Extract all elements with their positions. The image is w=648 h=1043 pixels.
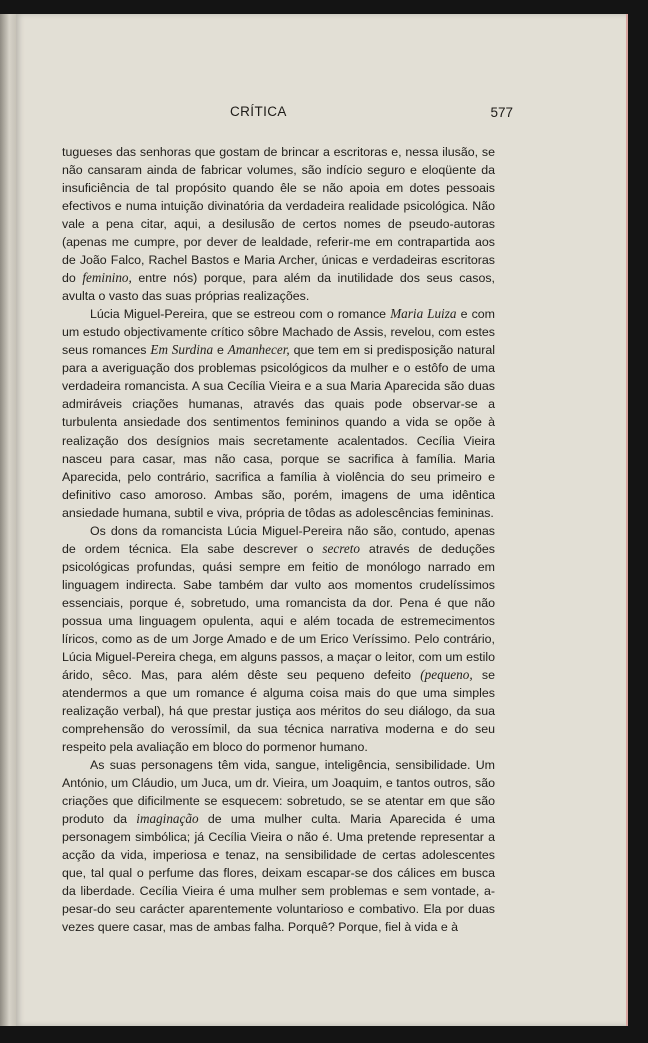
page-right-edge [626, 14, 628, 1026]
paragraph [62, 756, 495, 936]
page-number: 577 [490, 105, 513, 120]
text-run: através de deduções psicológicas profundas, quási sempre em feitio de monólogo narrado em linguagem indirecta. Sabe também dar vulto aos momentos crudelíssimos essenciais, porque é, sobretudo, uma romancista da dor. Pena é que não possua uma linguagem opulenta, aqui e além tocada de estremecimentos líricos, como as de um Jorge Amado e de um Erico Veríssimo. Pelo contrário, Lúcia Miguel-Pereira chega, em alguns passos, a maçar o leitor, com um estilo árido, sêco. Mas, para além dêste seu pequeno defeito [62, 541, 495, 682]
paragraph [62, 305, 495, 521]
text-run: que tem em si predisposição natural para a averiguação dos problemas psicológicos da mulher e o estôfo de uma verdadeira romancista. A sua Cecília Vieira e a sua Maria Aparecida são duas admiráveis criações humanas, através das quais pode observar-se a turbulenta ansiedade dos sentimentos femininos quando a vida se opõe à realização dos desígnios mais secretamente acalentados. Cecília Vieira nasceu para casar, mas não casa, porque se sacrifica à família. Maria Aparecida, pelo contrário, sacrifica a família à violência do seu primeiro e definitivo caso amoroso. Ambas são, porém, imagens de uma idêntica ansiedade humana, subtil e viva, própria de tôdas as adolescências femininas. [62, 343, 495, 520]
text-run: se atendermos a que um romance é alguma coisa mais do que uma simples realização verbal), há que prestar justiça aos méritos do seu diálogo, da sua comprehensão do verossímil, da sua técnica narrativa moderna e do seu respeito pela avaliação em bloco do pormenor humano. [62, 667, 496, 755]
italic-text-run: secreto [322, 540, 360, 556]
text-run: As suas personagens têm vida, sangue, inteligência, sensibilidade. Um António, um Cláudio, um Juca, um dr. Vieira, um Joaquim, e tantos outros, são criações que dificilmente se esquecem: sobretudo, se se atentar em que são produto da [62, 758, 495, 827]
text-run: entre nós) porque, para além da inutilidade dos seus casos, avulta o vasto das suas próprias realizações. [62, 271, 495, 304]
text-run: e [213, 343, 228, 358]
text-run: tugueses das senhoras que gostam de brincar a escritoras e, nessa ilusão, se não cansaram ainda de fabricar volumes, são indício seguro e eloqüente da insuficiência de tal propósito quando êle se não apoia em dotes pessoais efectivos e numa intuição divinatória da verdadeira realidade psicológica. Não vale a pena citar, aqui, a desilusão de certos nomes de pseudo-autoras (apenas me cumpre, por dever de lealdade, referir-me em contrapartida aos de João Falco, Rachel Bastos e Maria Archer, únicas e verdadeiras escritoras do [62, 145, 495, 286]
italic-text-run: Em Surdina [150, 342, 214, 358]
italic-text-run: Amanhecer, [227, 342, 290, 358]
text-run: de uma mulher culta. Maria Aparecida é uma personagem simbólica; já Cecília Vieira o não é. Uma pretende representar a acção da vida, imperiosa e tenaz, na sensibilidade de certas adolescentes que, tal qual o perfume das flores, deixam escapar-se dos cálices em busca da liberdade. Cecília Vieira é uma mulher sem problemas e sem vontade, a-pesar-do seu carácter aparentemente voluntarioso e combativo. Ela por duas vezes quere casar, mas de ambas falha. Porquê? Porque, fiel à vida e à [62, 812, 495, 935]
body-text [62, 143, 495, 936]
italic-text-run: feminino, [82, 270, 132, 286]
previous-page-edge [0, 14, 17, 1026]
italic-text-run: imaginação [136, 811, 199, 827]
paragraph [62, 522, 495, 756]
italic-text-run: Maria Luiza [390, 306, 457, 322]
text-run: Os dons da romancista Lúcia Miguel-Pereira não são, contudo, apenas de ordem técnica. Ela sabe descrever o [62, 523, 495, 556]
text-run: e com um estudo objectivamente crítico sôbre Machado de Assis, revelou, com estes seus romances [62, 307, 495, 358]
italic-text-run: (pequeno, [420, 666, 473, 682]
text-run: Lúcia Miguel-Pereira, que se estreou com o romance [90, 307, 391, 322]
paragraph [62, 143, 495, 305]
running-head-title: CRÍTICA [230, 104, 287, 119]
